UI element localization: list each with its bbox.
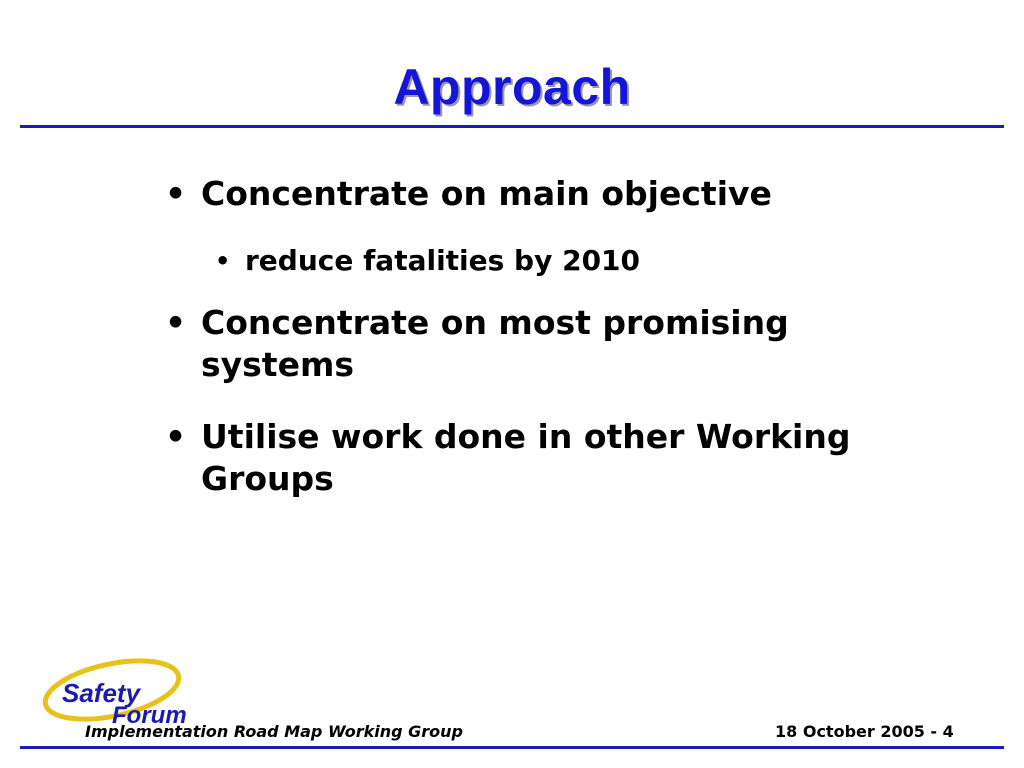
footer-title: Implementation Road Map Working Group xyxy=(85,722,463,741)
bullet-text: Concentrate on main objective xyxy=(201,174,772,213)
logo-text-line1: Safety xyxy=(62,678,141,708)
bullet-icon: • xyxy=(215,247,231,275)
title-divider xyxy=(20,125,1004,128)
logo-text-line2: Forum xyxy=(112,702,187,729)
safety-forum-logo xyxy=(40,650,240,730)
bullet-text: Concentrate on most promising systems xyxy=(201,303,789,384)
footer-date-page: 18 October 2005 - 4 xyxy=(775,722,954,741)
bullet-text: Utilise work done in other Working Groups xyxy=(201,417,851,498)
bullet-icon: • xyxy=(165,303,187,342)
footer-divider xyxy=(20,746,1004,749)
bullet-icon: • xyxy=(165,174,187,213)
bullet-text: reduce fatalities by 2010 xyxy=(245,244,641,277)
bullet-icon: • xyxy=(165,417,187,456)
slide-title: Approach xyxy=(393,59,631,115)
